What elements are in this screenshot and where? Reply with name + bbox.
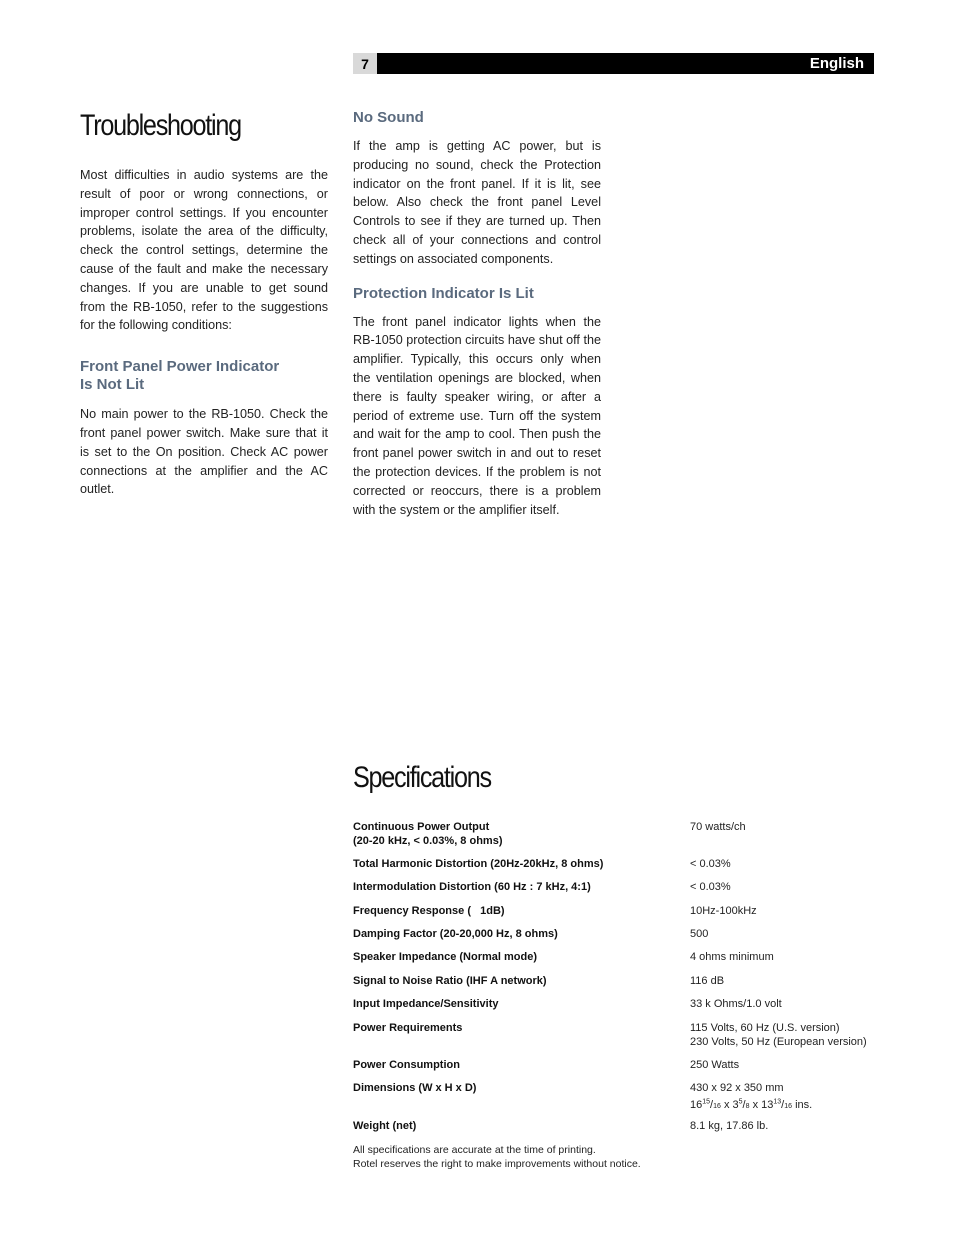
spec-label: Weight (net) — [353, 1120, 417, 1132]
spec-label: Input Impedance/Sensitivity — [353, 998, 499, 1010]
language-bar — [377, 53, 874, 74]
spec-label-line2: (20-20 kHz, < 0.03%, 8 ohms) — [353, 835, 503, 847]
spec-label — [353, 820, 673, 848]
spec-label-line1: Continuous Power Output — [353, 821, 490, 833]
spec-footnote — [353, 1143, 641, 1171]
page-number: 7 — [353, 53, 377, 74]
spec-label: Speaker Impedance (Normal mode) — [353, 951, 538, 963]
spec-value: < 0.03% — [690, 881, 731, 893]
spec-label: Power Consumption — [353, 1059, 460, 1071]
spec-value-line1: 115 Volts, 60 Hz (U.S. version) — [690, 1022, 840, 1034]
spec-value — [690, 1081, 890, 1114]
spec-label: Dimensions (W x H x D) — [353, 1082, 477, 1094]
spec-value: 10Hz-100kHz — [690, 905, 757, 917]
spec-label: Intermodulation Distortion (60 Hz : 7 kHz, 4:1) — [353, 881, 591, 893]
spec-value: 4 ohms minimum — [690, 951, 774, 963]
power-indicator-heading — [80, 358, 328, 394]
spec-value: 70 watts/ch — [690, 821, 746, 833]
spec-footnote-line2: Rotel reserves the right to make improvements without notice. — [353, 1158, 641, 1170]
spec-value: 116 dB — [690, 975, 725, 987]
spec-value-line1: 430 x 92 x 350 mm — [690, 1082, 784, 1094]
spec-value: 250 Watts — [690, 1059, 740, 1071]
specifications-title: Specifications — [353, 761, 491, 794]
spec-value: 8.1 kg, 17.86 lb. — [690, 1120, 769, 1132]
power-indicator-body: No main power to the RB-1050. Check the front panel power switch. Make sure that it is set to the On position. Check AC power connections at the amplifier and the AC outlet. — [80, 407, 328, 497]
troubleshooting-intro: Most difficulties in audio systems are the result of poor or wrong connections, or improper control settings. If you encounter problems, isolate the area of the difficulty, check the control settings, determine the cause of the fault and make the necessary changes. If you are unable to get sound from the RB-1050, refer to the suggestions for the following conditions: — [80, 168, 328, 333]
spec-value: 500 — [690, 928, 709, 940]
protection-body: The front panel indicator lights when the RB-1050 protection circuits have shut off the amplifier. Typically, this occurs only when the ventilation openings are blocked, when there is faulty speaker wiring, or after a period of extreme use. Turn off the system and wait for the amp to cool. Then push the front panel power switch in and out to reset the protection devices. If the problem is not corrected or reoccurs, there is a problem with the system or the amplifier itself. — [353, 314, 601, 517]
spec-label: Total Harmonic Distortion (20Hz-20kHz, 8 ohms) — [353, 858, 604, 870]
power-indicator-heading-line2: Is Not Lit — [80, 376, 145, 394]
spec-footnote-line1: All specifications are accurate at the time of printing. — [353, 1144, 596, 1156]
spec-value: < 0.03% — [690, 858, 731, 870]
spec-value — [690, 1021, 910, 1049]
troubleshooting-right-column — [353, 109, 601, 519]
spec-label: Signal to Noise Ratio (IHF A network) — [353, 975, 547, 987]
power-indicator-heading-line1: Front Panel Power Indicator — [80, 358, 280, 376]
dimensions-inches: $16^{15}/16$ x $3^5/8$ x $13^{13}/16$ ins. — [690, 1098, 813, 1111]
no-sound-heading: No Sound — [353, 109, 424, 126]
language-label: English — [809, 55, 864, 72]
no-sound-body: If the amp is getting AC power, but is producing no sound, check the Protection indicator on the front panel. If it is lit, see below. Also check the front panel Level Controls to see if they are turned up. Then check all of your connections and control settings on associated components. — [353, 139, 601, 266]
troubleshooting-left-column — [80, 166, 328, 499]
spec-label: Power Requirements — [353, 1022, 463, 1034]
spec-value: 33 k Ohms/1.0 volt — [690, 998, 782, 1010]
protection-heading: Protection Indicator Is Lit — [353, 284, 534, 302]
spec-label: Damping Factor (20-20,000 Hz, 8 ohms) — [353, 928, 558, 940]
troubleshooting-title: Troubleshooting — [80, 109, 241, 142]
spec-value-line2: 230 Volts, 50 Hz (European version) — [690, 1036, 867, 1048]
spec-label: Frequency Response ( 1dB) — [353, 905, 505, 917]
